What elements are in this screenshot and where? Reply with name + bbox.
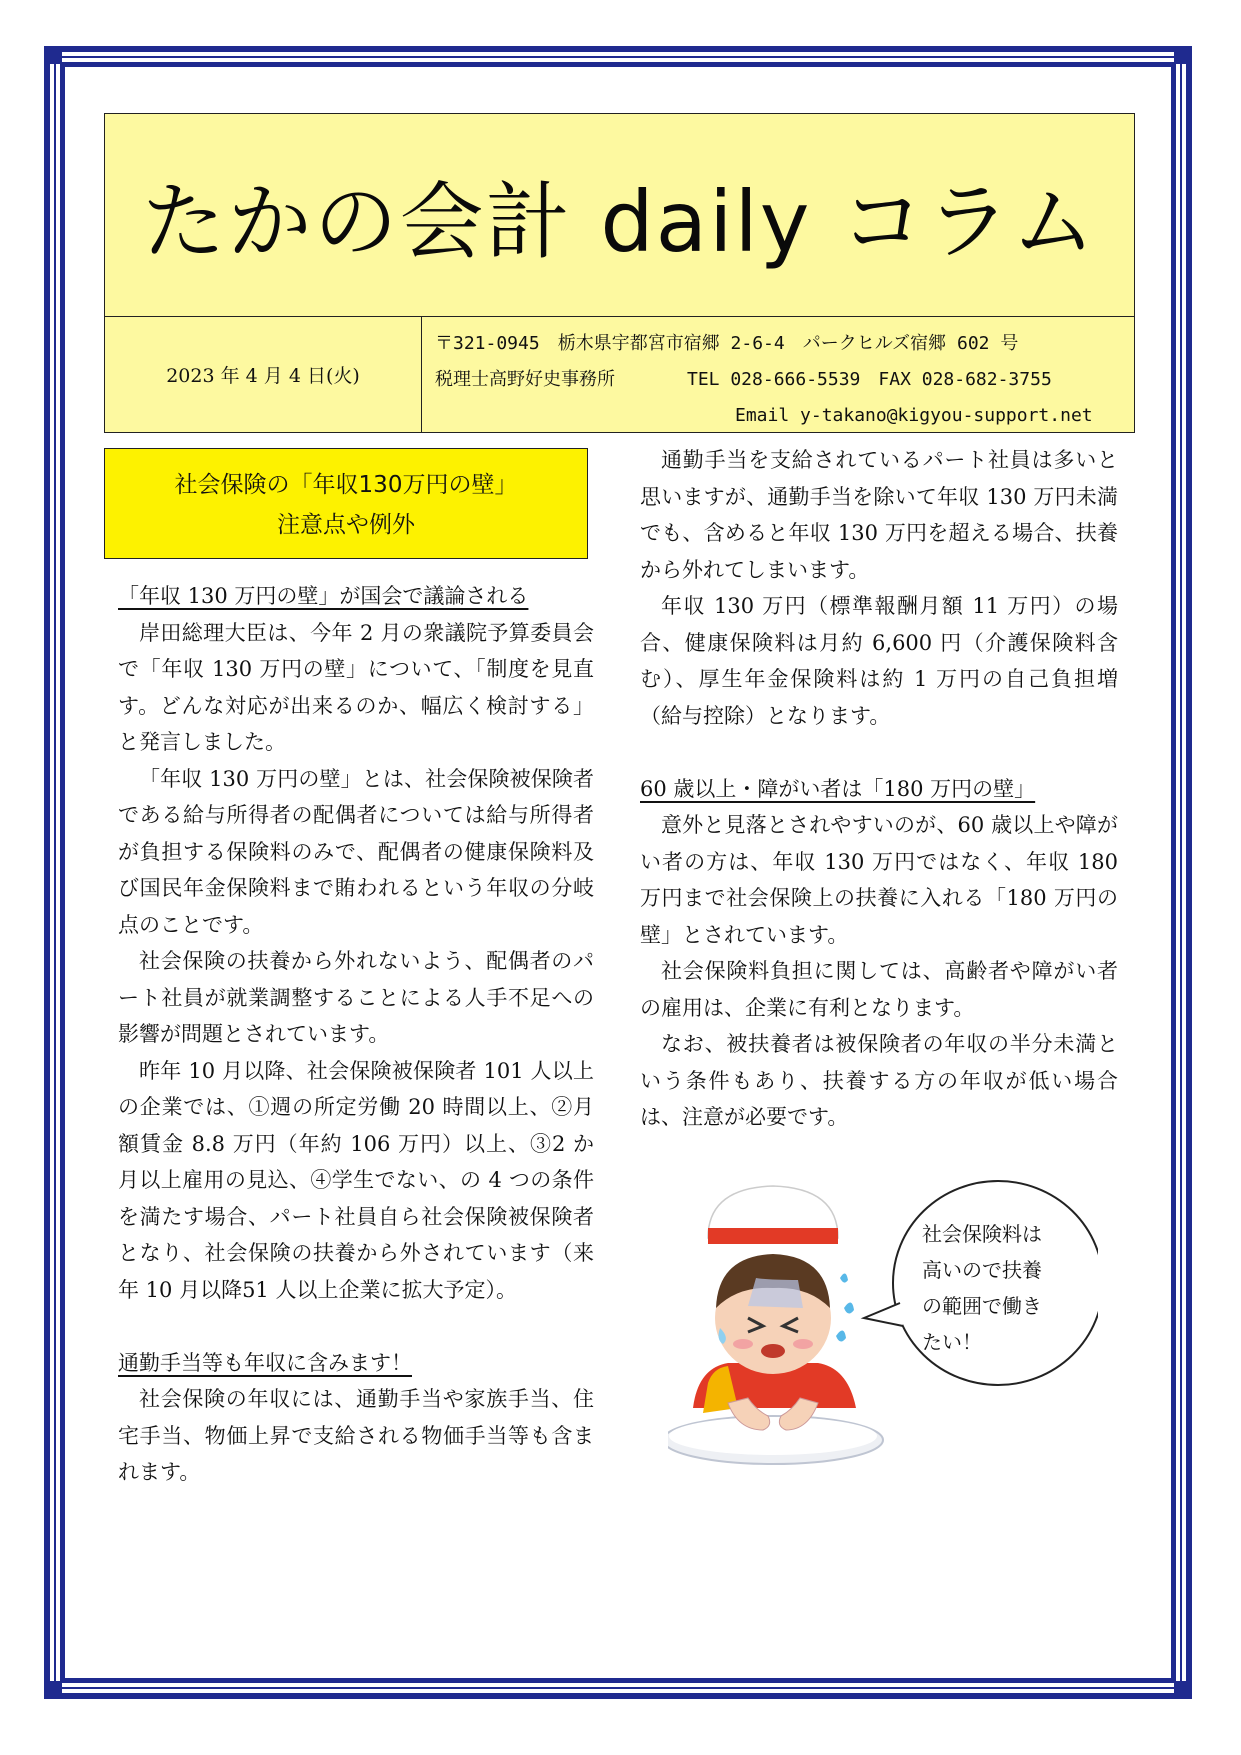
paragraph: 社会保険の扶養から外れないよう、配偶者のパート社員が就業調整することによる人手不足への影響が問題とされています。 [118, 949, 594, 1046]
header-divider-vertical [421, 316, 422, 432]
paragraph: 岸田総理大臣は、今年 2 月の衆議院予算委員会で「年収 130 万円の壁」について、「制度を見直す。どんな対応が出来るのか、幅広く検討する」と発言しました。 [118, 620, 594, 754]
border-corner-top-right [1174, 46, 1192, 64]
border-corner-top-left [44, 46, 62, 64]
right-column [640, 442, 1118, 1136]
section-heading: 通勤手当等も年収に含みます！ [118, 1350, 412, 1375]
paragraph: 意外と見落とされやすいのが、60 歳以上や障がい者の方は、年収 130 万円ではなく、年収 180 万円まで社会保険上の扶養に入れる「180 万円の壁」とされています。 [640, 813, 1118, 947]
bubble-line: の範囲で働き [922, 1294, 1042, 1318]
office-email: Email y-takano@kigyou-support.net [735, 405, 1093, 426]
paragraph: 通勤手当を支給されているパート社員は多いと思いますが、通勤手当を除いて年収 130 万円未満でも、含めると年収 130 万円を超える場合、扶養から外れてしまいます。 [640, 448, 1118, 582]
office-address: 〒321-0945 栃木県宇都宮市宿郷 2-6-4 パークヒルズ宿郷 602 号 [435, 333, 1019, 354]
paragraph: 社会保険の年収には、通勤手当や家族手当、住宅手当、物価上昇で支給される物価手当等も含まれます。 [118, 1387, 594, 1484]
spacer [118, 1308, 594, 1345]
bubble-line: たい！ [922, 1330, 982, 1354]
border-corner-bottom-right [1174, 1681, 1192, 1699]
office-phone-fax: 税理士高野好史事務所 TEL 028-666-5539 FAX 028-682-3755 [435, 369, 1052, 390]
cook-hat-icon [708, 1186, 838, 1244]
bubble-line: 社会保険料は [922, 1222, 1042, 1246]
issue-date: 2023 年 4 月 4 日(火) [166, 364, 360, 387]
bubble-line: 高いので扶養 [922, 1258, 1042, 1282]
paragraph: 「年収 130 万円の壁」とは、社会保険被保険者である給与所得者の配偶者については給与所得者が負担する保険料のみで、配偶者の健康保険料及び国民年金保険料まで賄われるという年収の分岐点のことです。 [118, 766, 594, 937]
worker-face [715, 1254, 831, 1374]
sweat-drops-icon [836, 1273, 854, 1341]
office-contact-info [435, 326, 1125, 434]
newsletter-title: たかの会計 daily コラム [141, 172, 1098, 271]
border-corner-bottom-left [44, 1681, 62, 1699]
left-column [118, 578, 594, 1491]
paragraph: 年収 130 万円（標準報酬月額 11 万円）の場合、健康保険料は月約 6,600 円（介護保険料含む）、厚生年金保険料は約 1 万円の自己負担増（給与控除）となります。 [640, 594, 1118, 728]
section-heading: 「年収 130 万円の壁」が国会で議論される [118, 584, 529, 608]
section-heading: 60 歳以上・障がい者は「180 万円の壁」 [640, 776, 1036, 801]
newsletter-header [104, 113, 1135, 433]
paragraph: 社会保険料負担に関しては、高齢者や障がい者の雇用は、企業に有利となります。 [640, 959, 1118, 1020]
paragraph: 昨年 10 月以降、社会保険被保険者 101 人以上の企業では、①週の所定労働 20 時間以上、②月額賃金 8.8 万円（年約 106 万円）以上、③2 か月以上雇用の見込、④学生でない、の 4 つの条件を満たす場合、パート社員自ら社会保険被保険者となり、社会保険の扶養から外されています（来年 10 月以降51 人以上企業に拡大予定）。 [118, 1058, 594, 1302]
spacer [640, 734, 1118, 771]
speech-bubble-text [922, 1216, 1072, 1360]
article-title-line1: 社会保険の「年収130万円の壁」 [174, 472, 518, 498]
article-title-line2: 注意点や例外 [277, 512, 415, 538]
article-title-box [104, 448, 588, 559]
paragraph: なお、被扶養者は被保険者の年収の半分未満という条件もあり、扶養する方の年収が低い場合は、注意が必要です。 [640, 1032, 1118, 1129]
